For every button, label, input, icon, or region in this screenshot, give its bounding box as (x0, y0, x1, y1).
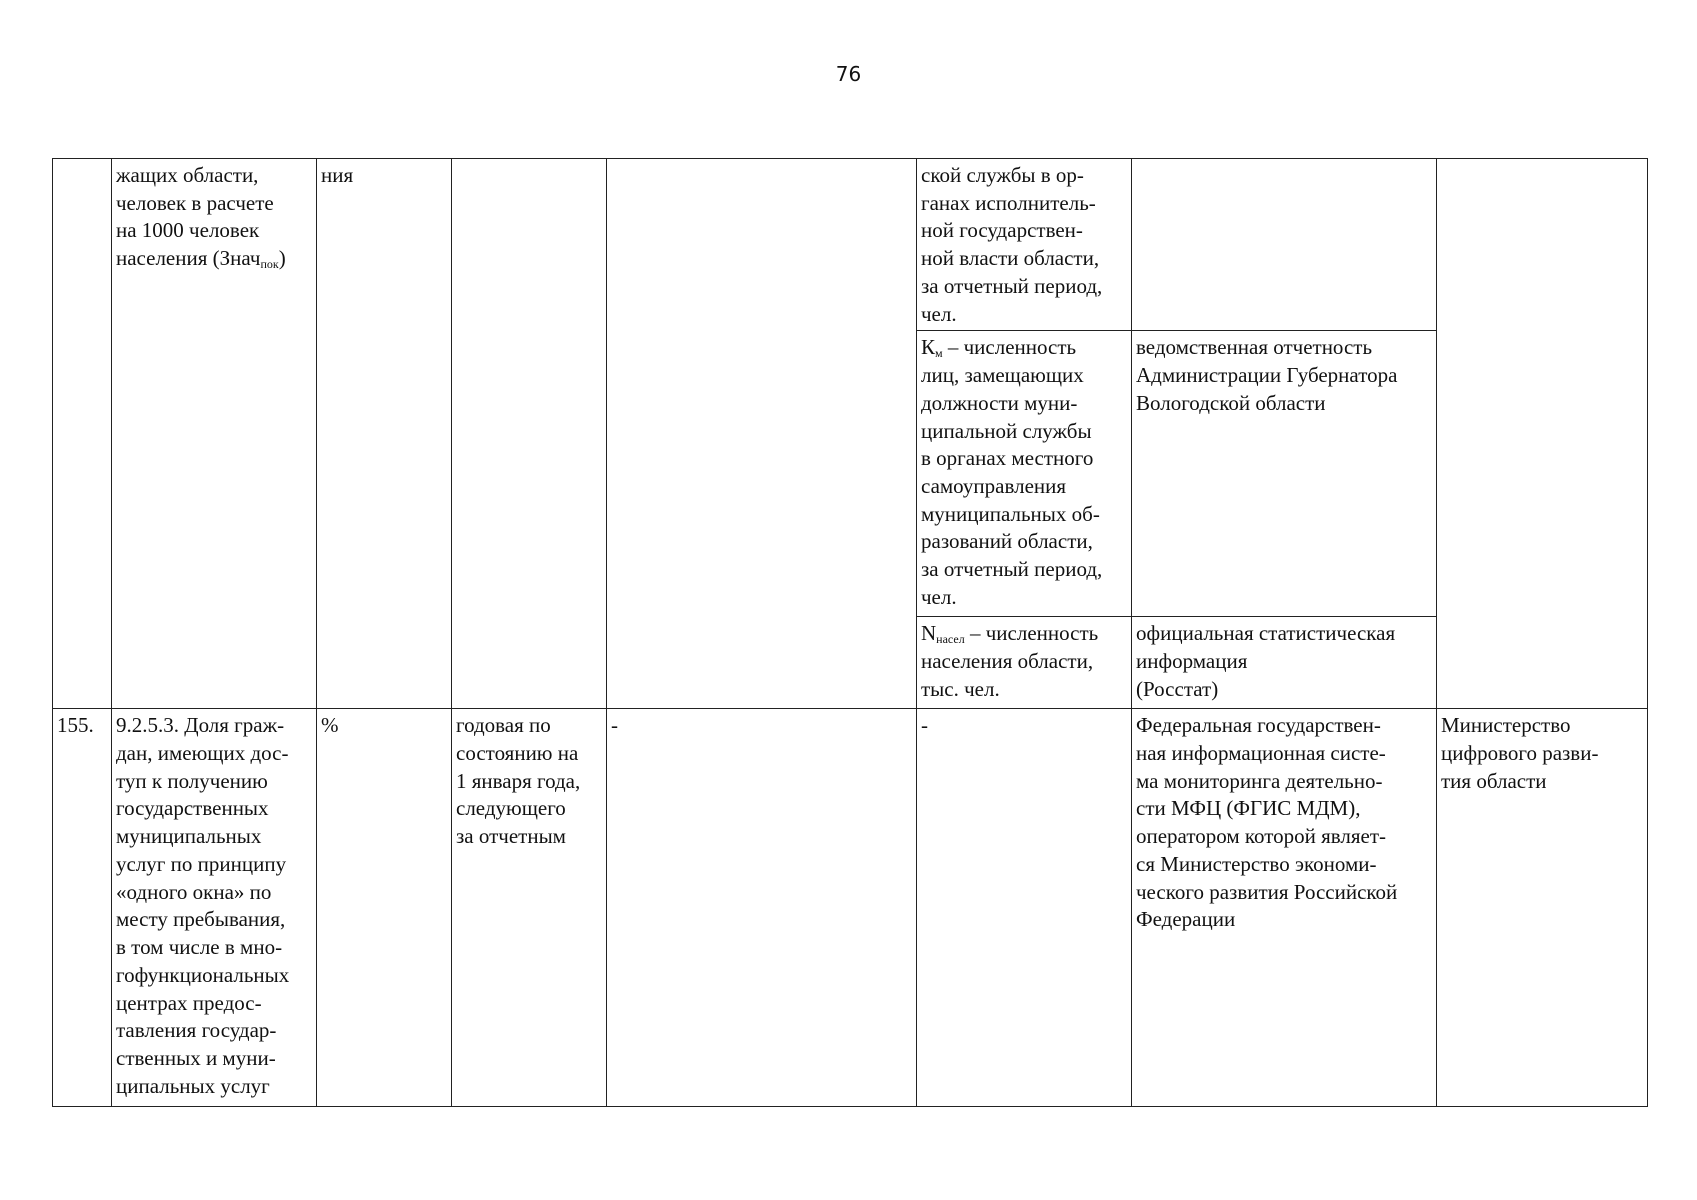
indicator-cell: 9.2.5.3. Доля граж- дан, имеющих дос- туп к получению государственных муниципальных услуг по принципу «одного окна» по месту пребывания, в том числе в мно- гофункциональных центрах предос- тавления государ- ственных и муни- ципальных услуг (112, 709, 317, 1107)
indicator-subscript: пок (260, 257, 279, 272)
variable-cell: - (917, 709, 1132, 1107)
table-row-continued (53, 159, 1648, 331)
variable-symbol: К (921, 335, 936, 360)
formula-cell (607, 159, 917, 709)
row-number-cell: 155. (53, 709, 112, 1107)
formula-cell: - (607, 709, 917, 1107)
unit-cell: ния (317, 159, 452, 709)
table-row-155 (53, 709, 1648, 1107)
variable-cell: $К_м$ – численность лиц, замещающих должности муни- ципальной службы в органах местного самоуправления муниципальных об- разований области, за отчетный период, чел. (917, 331, 1132, 617)
source-cell: официальная статистическая информация (Росстат) (1132, 617, 1437, 709)
page-number: 76 (835, 62, 862, 86)
unit-cell: % (317, 709, 452, 1107)
periodicity-cell (452, 159, 607, 709)
indicators-table (52, 158, 1648, 1107)
variable-symbol: N (921, 621, 937, 646)
responsible-cell (1437, 159, 1648, 709)
source-cell (1132, 159, 1437, 331)
indicator-cell: жащих области, человек в расчете на 1000 человек населения (Знач$_{пок}$) (112, 159, 317, 709)
source-cell: ведомственная отчетность Администрации Губернатора Вологодской области (1132, 331, 1437, 617)
row-number-cell (53, 159, 112, 709)
responsible-cell: Министерство цифрового разви- тия области (1437, 709, 1648, 1107)
periodicity-cell: годовая по состоянию на 1 января года, следующего за отчетным (452, 709, 607, 1107)
source-cell: Федеральная государствен- ная информационная систе- ма мониторинга деятельно- сти МФЦ (ФГИС МДМ), оператором которой являет- ся Министерство экономи- ческого развития Российской Федерации (1132, 709, 1437, 1107)
variable-cell: $N_{насел}$ – численность населения области, тыс. чел. (917, 617, 1132, 709)
variable-cell: ской службы в ор- ганах исполнитель- ной государствен- ной власти области, за отчетный период, чел. (917, 159, 1132, 331)
